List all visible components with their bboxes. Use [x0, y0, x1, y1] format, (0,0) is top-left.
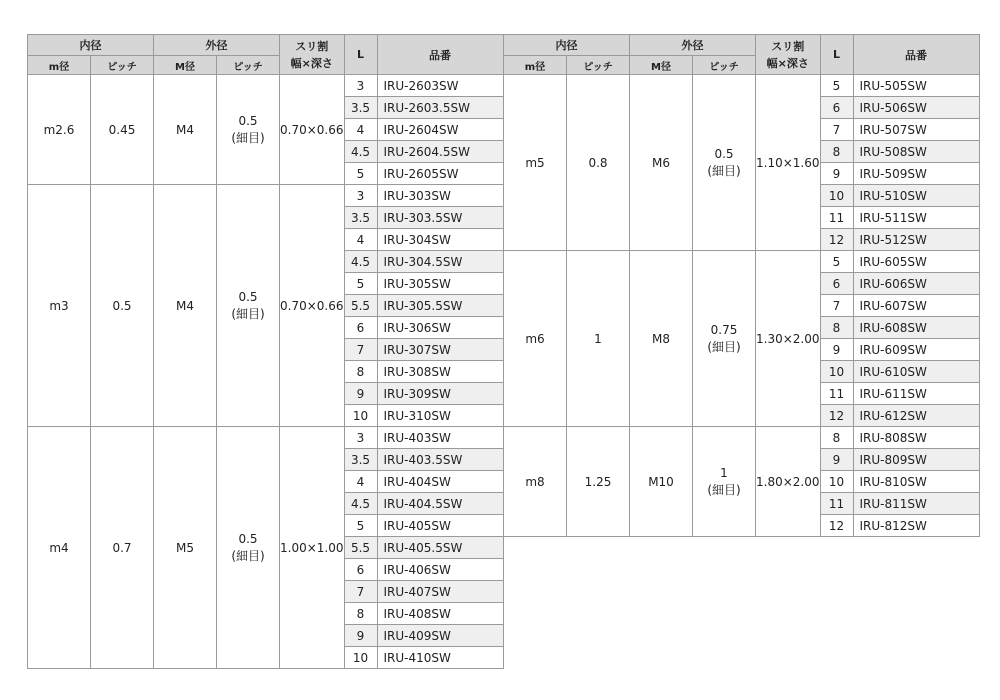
m-diameter: m2.6 [28, 75, 91, 185]
part-number: IRU-510SW [853, 185, 979, 207]
fine-thread-label: (細目) [231, 306, 265, 321]
part-number: IRU-811SW [853, 493, 979, 515]
m-diameter: m3 [28, 185, 91, 427]
M-diameter: M4 [154, 75, 217, 185]
length-value: 4 [344, 119, 377, 141]
outer-pitch-cell [693, 75, 756, 251]
length-value: 5 [344, 273, 377, 295]
length-value: 4.5 [344, 251, 377, 273]
outer-pitch: 1 [720, 465, 728, 480]
length-value: 4 [344, 229, 377, 251]
part-number: IRU-410SW [377, 647, 503, 669]
part-number: IRU-2605SW [377, 163, 503, 185]
M-diameter: M5 [154, 427, 217, 669]
length-value: 8 [820, 317, 853, 339]
length-value: 3 [344, 185, 377, 207]
length-value: 8 [820, 427, 853, 449]
header-slot-line2: 幅×深さ [290, 56, 333, 70]
outer-pitch-cell [693, 251, 756, 427]
length-value: 5 [344, 163, 377, 185]
length-value: 3 [344, 427, 377, 449]
part-number: IRU-608SW [853, 317, 979, 339]
header-inner-diameter: 内径 [504, 35, 630, 56]
slot-size: 1.30×2.00 [756, 251, 821, 427]
part-number: IRU-511SW [853, 207, 979, 229]
m-diameter: m4 [28, 427, 91, 669]
part-number: IRU-405SW [377, 515, 503, 537]
part-number: IRU-812SW [853, 515, 979, 537]
length-value: 3 [344, 75, 377, 97]
outer-pitch: 0.5 [714, 146, 734, 161]
outer-pitch: 0.5 [238, 531, 258, 546]
part-number: IRU-304SW [377, 229, 503, 251]
length-value: 10 [820, 471, 853, 493]
part-number: IRU-2603SW [377, 75, 503, 97]
header-M-diameter: M径 [630, 56, 693, 75]
spec-table-right [503, 34, 980, 537]
part-number: IRU-305.5SW [377, 295, 503, 317]
part-number: IRU-607SW [853, 295, 979, 317]
length-value: 11 [820, 383, 853, 405]
length-value: 10 [344, 647, 377, 669]
length-value: 7 [820, 119, 853, 141]
outer-pitch: 0.5 [238, 289, 258, 304]
length-value: 4.5 [344, 493, 377, 515]
inner-pitch: 1.25 [567, 427, 630, 537]
part-number: IRU-508SW [853, 141, 979, 163]
header-slot-line1: スリ割 [295, 39, 329, 53]
slot-size: 0.70×0.66 [280, 185, 345, 427]
header-slot-line1: スリ割 [771, 39, 805, 53]
part-number: IRU-507SW [853, 119, 979, 141]
part-number: IRU-810SW [853, 471, 979, 493]
length-value: 5.5 [344, 295, 377, 317]
fine-thread-label: (細目) [707, 163, 741, 178]
slot-size: 1.80×2.00 [756, 427, 821, 537]
outer-pitch-cell [217, 185, 280, 427]
part-number: IRU-403SW [377, 427, 503, 449]
length-value: 4.5 [344, 141, 377, 163]
length-value: 3.5 [344, 97, 377, 119]
outer-pitch-cell [217, 427, 280, 669]
inner-pitch: 0.5 [91, 185, 154, 427]
length-value: 7 [344, 339, 377, 361]
header-slot [756, 35, 821, 75]
M-diameter: M10 [630, 427, 693, 537]
part-number: IRU-606SW [853, 273, 979, 295]
fine-thread-label: (細目) [231, 130, 265, 145]
header-length: L [820, 35, 853, 75]
M-diameter: M6 [630, 75, 693, 251]
part-number: IRU-308SW [377, 361, 503, 383]
length-value: 12 [820, 515, 853, 537]
outer-pitch-cell [693, 427, 756, 537]
M-diameter: M8 [630, 251, 693, 427]
length-value: 3.5 [344, 207, 377, 229]
header-m-diameter: m径 [28, 56, 91, 75]
M-diameter: M4 [154, 185, 217, 427]
part-number: IRU-310SW [377, 405, 503, 427]
length-value: 10 [344, 405, 377, 427]
part-number: IRU-303SW [377, 185, 503, 207]
length-value: 10 [820, 185, 853, 207]
length-value: 9 [820, 163, 853, 185]
header-part-number: 品番 [853, 35, 979, 75]
length-value: 5 [820, 251, 853, 273]
length-value: 6 [820, 273, 853, 295]
header-outer-diameter: 外径 [154, 35, 280, 56]
length-value: 9 [344, 625, 377, 647]
part-number: IRU-612SW [853, 405, 979, 427]
inner-pitch: 0.7 [91, 427, 154, 669]
part-number: IRU-611SW [853, 383, 979, 405]
part-number: IRU-303.5SW [377, 207, 503, 229]
part-number: IRU-509SW [853, 163, 979, 185]
part-number: IRU-406SW [377, 559, 503, 581]
length-value: 4 [344, 471, 377, 493]
header-slot [280, 35, 345, 75]
length-value: 3.5 [344, 449, 377, 471]
length-value: 6 [820, 97, 853, 119]
length-value: 10 [820, 361, 853, 383]
part-number: IRU-2603.5SW [377, 97, 503, 119]
part-number: IRU-409SW [377, 625, 503, 647]
header-length: L [344, 35, 377, 75]
length-value: 11 [820, 207, 853, 229]
header-inner-diameter: 内径 [28, 35, 154, 56]
part-number: IRU-506SW [853, 97, 979, 119]
inner-pitch: 1 [567, 251, 630, 427]
length-value: 8 [820, 141, 853, 163]
header-m-diameter: m径 [504, 56, 567, 75]
part-number: IRU-407SW [377, 581, 503, 603]
slot-size: 0.70×0.66 [280, 75, 345, 185]
header-part-number: 品番 [377, 35, 503, 75]
outer-pitch: 0.75 [710, 322, 738, 337]
part-number: IRU-307SW [377, 339, 503, 361]
part-number: IRU-512SW [853, 229, 979, 251]
inner-pitch: 0.45 [91, 75, 154, 185]
part-number: IRU-609SW [853, 339, 979, 361]
part-number: IRU-404.5SW [377, 493, 503, 515]
part-number: IRU-309SW [377, 383, 503, 405]
header-outer-diameter: 外径 [630, 35, 756, 56]
part-number: IRU-605SW [853, 251, 979, 273]
fine-thread-label: (細目) [707, 482, 741, 497]
slot-size: 1.10×1.60 [756, 75, 821, 251]
length-value: 9 [344, 383, 377, 405]
m-diameter: m8 [504, 427, 567, 537]
part-number: IRU-610SW [853, 361, 979, 383]
length-value: 11 [820, 493, 853, 515]
length-value: 6 [344, 559, 377, 581]
part-number: IRU-306SW [377, 317, 503, 339]
header-outer-pitch: ピッチ [693, 56, 756, 75]
part-number: IRU-405.5SW [377, 537, 503, 559]
length-value: 7 [344, 581, 377, 603]
header-M-diameter: M径 [154, 56, 217, 75]
part-number: IRU-809SW [853, 449, 979, 471]
part-number: IRU-505SW [853, 75, 979, 97]
header-outer-pitch: ピッチ [217, 56, 280, 75]
length-value: 7 [820, 295, 853, 317]
spec-table-left [27, 34, 504, 669]
part-number: IRU-404SW [377, 471, 503, 493]
outer-pitch: 0.5 [238, 113, 258, 128]
header-inner-pitch: ピッチ [91, 56, 154, 75]
part-number: IRU-304.5SW [377, 251, 503, 273]
part-number: IRU-808SW [853, 427, 979, 449]
length-value: 5.5 [344, 537, 377, 559]
length-value: 5 [344, 515, 377, 537]
m-diameter: m6 [504, 251, 567, 427]
part-number: IRU-408SW [377, 603, 503, 625]
length-value: 8 [344, 603, 377, 625]
length-value: 5 [820, 75, 853, 97]
header-inner-pitch: ピッチ [567, 56, 630, 75]
fine-thread-label: (細目) [707, 339, 741, 354]
length-value: 9 [820, 449, 853, 471]
fine-thread-label: (細目) [231, 548, 265, 563]
length-value: 12 [820, 229, 853, 251]
part-number: IRU-2604.5SW [377, 141, 503, 163]
length-value: 8 [344, 361, 377, 383]
length-value: 6 [344, 317, 377, 339]
length-value: 12 [820, 405, 853, 427]
inner-pitch: 0.8 [567, 75, 630, 251]
part-number: IRU-2604SW [377, 119, 503, 141]
slot-size: 1.00×1.00 [280, 427, 345, 669]
m-diameter: m5 [504, 75, 567, 251]
part-number: IRU-305SW [377, 273, 503, 295]
length-value: 9 [820, 339, 853, 361]
part-number: IRU-403.5SW [377, 449, 503, 471]
header-slot-line2: 幅×深さ [766, 56, 809, 70]
outer-pitch-cell [217, 75, 280, 185]
